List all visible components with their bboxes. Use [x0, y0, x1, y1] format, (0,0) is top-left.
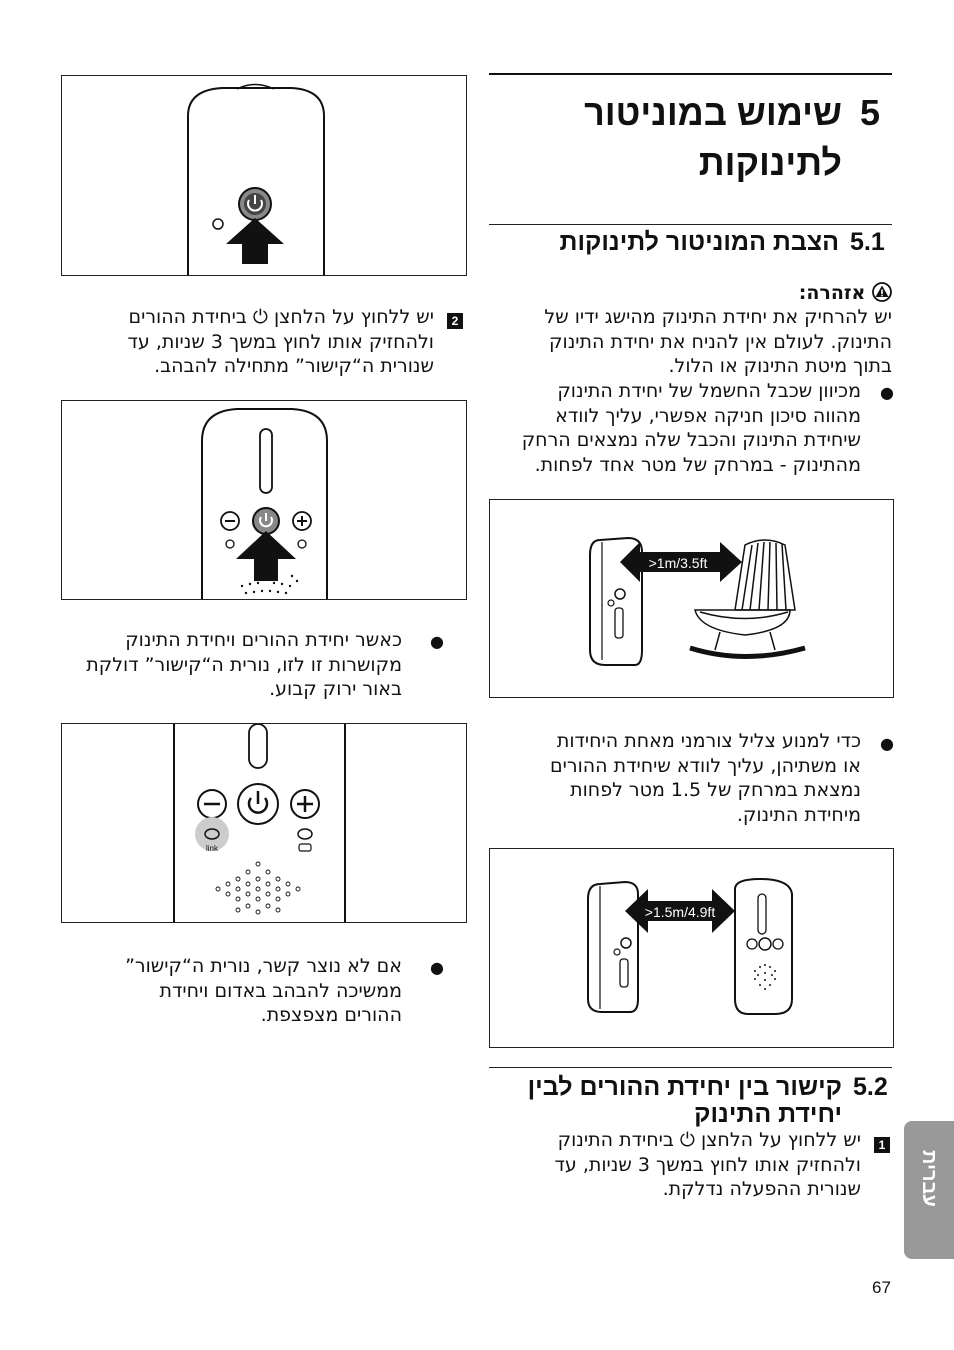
- link-label: link: [205, 844, 219, 853]
- subsection-title-line2: יחידת התינוק: [694, 1100, 842, 1128]
- figure-baby-unit-power: [61, 75, 467, 276]
- bullet-line: מכיוון שכבל החשמל של יחידת התינוק: [557, 380, 861, 402]
- step-badge: 1: [874, 1137, 890, 1153]
- bullet-cord-safety: [461, 379, 861, 477]
- bullet-line: כאשר יחידת ההורים ויחידת התינוק: [125, 629, 402, 651]
- bullet-dot: ●: [430, 958, 444, 977]
- distance-label-1m: >1m/3.5ft: [648, 555, 708, 571]
- warning-line: בתוך מיטת התינוק או הלול.: [668, 355, 892, 378]
- bullet-line: אם לא נוצר קשר, נורית ה“קישור”: [125, 955, 402, 977]
- subsection-title: הצבת המוניטור לתינוקות: [559, 228, 839, 256]
- bullet-line: מקושרות זו לזו, נורית ה“קישור” דולקת: [86, 653, 402, 676]
- step-number: [447, 310, 463, 329]
- warning-text: [472, 305, 892, 379]
- bullet-dot: ●: [880, 734, 894, 753]
- step-line: יש ללחוץ על הלחצן ⏻ ביחידת התינוק: [557, 1129, 861, 1151]
- section-title-line1: שימוש במוניטור: [584, 92, 842, 133]
- bullet-line: שיחידת התינוק והכבל שלה נמצאים הרחק: [521, 429, 861, 452]
- bullet-link-red: [12, 954, 402, 1028]
- figure-distance-units: [489, 848, 894, 1048]
- step-line: שנורית ה“קישור” מתחילה להבהב.: [154, 355, 434, 378]
- page-number: 67: [872, 1278, 891, 1297]
- top-rule: [489, 73, 892, 75]
- step1-text: [461, 1128, 861, 1202]
- subsection-rule: [489, 224, 892, 225]
- bullet-line: מהווה סיכון חניקה אפשרי, עליך לוודא: [555, 404, 861, 427]
- bullet-dot: ●: [880, 383, 894, 402]
- bullet-line: ממשיכה להבהב באדום ויחידת: [159, 979, 402, 1002]
- bullet-line: כדי למנוע צליל צורמני מאחת היחידות: [556, 730, 861, 752]
- step-line: יש ללחוץ על הלחצן ⏻ ביחידת ההורים: [128, 306, 434, 328]
- step-badge: 2: [447, 313, 463, 329]
- bullet-line: מהתינוק - במרחק של מטר אחד לפחות.: [534, 453, 861, 476]
- subsection-number: 5.2: [853, 1073, 888, 1101]
- distance-label-1-5m: >1.5m/4.9ft: [644, 904, 716, 920]
- section-number: 5: [860, 92, 881, 133]
- subsection-number: 5.1: [850, 228, 885, 256]
- figure-parent-unit-power: [61, 400, 467, 600]
- step-line: ולהחזיק אותו לחוץ במשך 3 שניות, עד: [127, 330, 434, 353]
- warning-icon: [872, 282, 892, 302]
- subsection-title-line1: קישור בין יחידת ההורים לבין: [527, 1073, 842, 1101]
- warning-line: יש להרחיק את יחידת התינוק מהישג ידיו של: [544, 306, 892, 328]
- bullet-line: נמצאת במרחק של 1.5 מטר לפחות: [570, 779, 861, 802]
- figure-distance-crib: [489, 499, 894, 698]
- step2-text: [14, 305, 434, 379]
- warning-heading: [472, 281, 892, 306]
- bullet-line: באור ירוק קבוע.: [269, 678, 402, 701]
- subsection-rule: [489, 1067, 892, 1068]
- language-tab-label: עברית: [918, 1150, 940, 1207]
- bullet-line: או משתיהן, עליך לוודא שיחידת ההורים: [550, 754, 861, 777]
- figure-link-light: [61, 723, 467, 923]
- step-number: [874, 1134, 890, 1153]
- warning-label: אזהרה:: [798, 282, 866, 304]
- step-line: שנורית ההפעלה נדלקת.: [662, 1178, 861, 1201]
- step-line: ולהחזיק אותו לחוץ במשך 3 שניות, עד: [554, 1153, 861, 1176]
- bullet-distance-units: [461, 729, 861, 827]
- warning-line: התינוק. לעולם אין להניח את יחידת התינוק: [549, 330, 892, 353]
- bullet-line: ההורים מצפצפת.: [260, 1004, 402, 1027]
- bullet-dot: ●: [430, 632, 444, 651]
- section-title-line2: לתינוקות: [698, 142, 842, 183]
- bullet-line: מיחידת התינוק.: [736, 803, 861, 826]
- bullet-link-green: [12, 628, 402, 702]
